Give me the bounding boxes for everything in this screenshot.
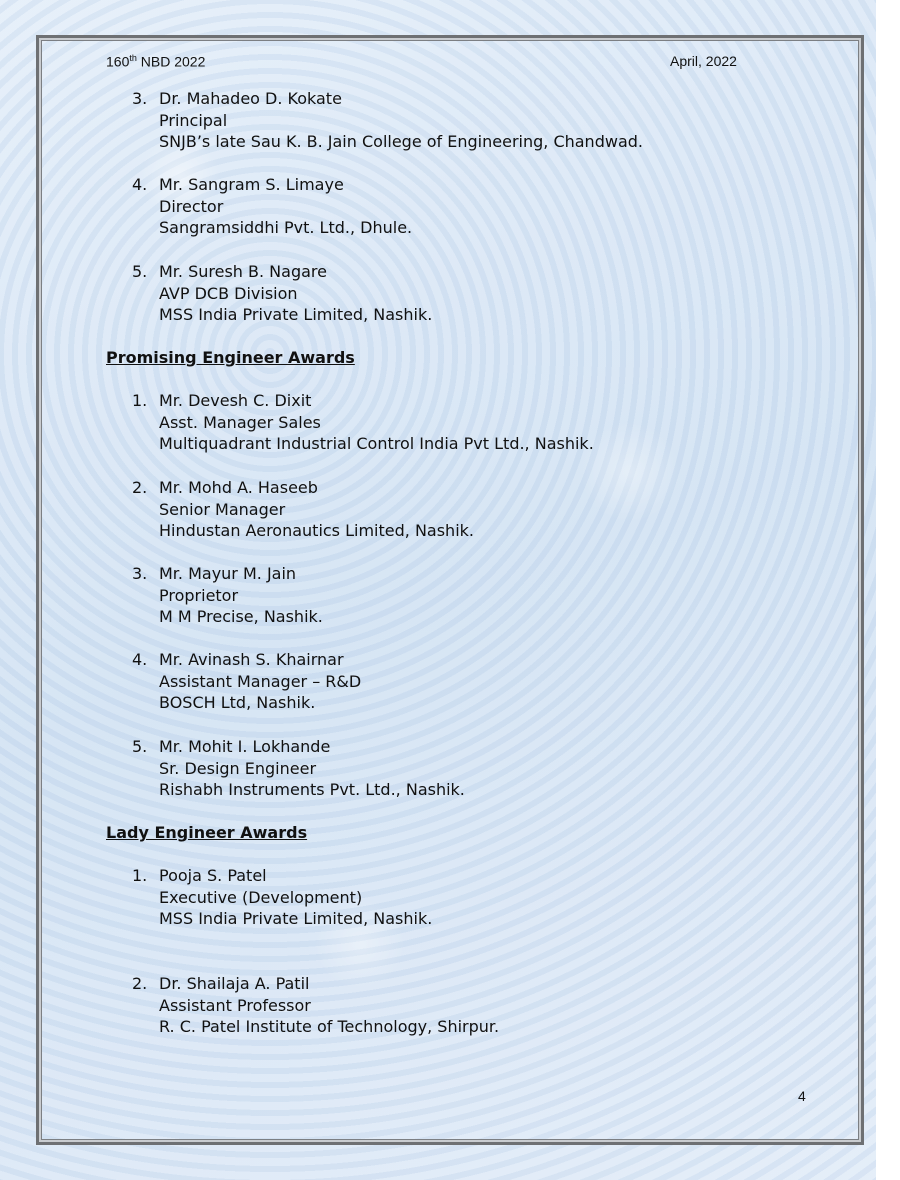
awardee-title: Assistant Professor [159,995,311,1015]
item-number: 3. [132,89,148,108]
awardee-organization: SNJB’s late Sau K. B. Jain College of Engineering, Chandwad. [159,132,643,152]
item-number: 1. [132,391,148,410]
awardee-organization: MSS India Private Limited, Nashik. [159,909,433,929]
awardee-name: Dr. Shailaja A. Patil [159,974,310,993]
page-number: 4 [798,1088,806,1104]
awardee-organization: M M Precise, Nashik. [159,607,323,627]
awardee-name: Pooja S. Patel [159,866,267,885]
awardee-name: Mr. Suresh B. Nagare [159,262,327,281]
awardee-title: Executive (Development) [159,887,363,907]
item-number: 4. [132,650,148,669]
awardee-name: Mr. Devesh C. Dixit [159,391,312,410]
header-date: April, 2022 [670,53,737,69]
item-number: 2. [132,974,148,993]
item-number: 5. [132,262,148,281]
awardee-title: Assistant Manager – R&D [159,671,362,691]
item-number: 4. [132,175,148,194]
awardee-organization: BOSCH Ltd, Nashik. [159,693,316,713]
awardee-organization: MSS India Private Limited, Nashik. [159,305,433,325]
awardee-organization: Hindustan Aeronautics Limited, Nashik. [159,521,474,541]
awardee-title: Sr. Design Engineer [159,758,317,778]
awardee-name: Mr. Mohd A. Haseeb [159,478,318,497]
awardee-title: Principal [159,110,228,130]
awardee-name: Dr. Mahadeo D. Kokate [159,89,342,108]
item-number: 1. [132,866,148,885]
awardee-name: Mr. Mohit I. Lokhande [159,737,331,756]
section-heading-promising: Promising Engineer Awards [106,348,355,367]
item-number: 5. [132,737,148,756]
header-event-label: 160th NBD 2022 [106,53,206,70]
awardee-organization: R. C. Patel Institute of Technology, Shirpur. [159,1017,500,1037]
page-margin-strip [876,0,900,1180]
awardee-name: Mr. Avinash S. Khairnar [159,650,344,669]
awardee-title: Senior Manager [159,499,286,519]
awardee-title: AVP DCB Division [159,283,298,303]
awardee-name: Mr. Sangram S. Limaye [159,175,344,194]
awardee-title: Asst. Manager Sales [159,412,321,432]
item-number: 2. [132,478,148,497]
awardee-organization: Sangramsiddhi Pvt. Ltd., Dhule. [159,218,413,238]
awardee-organization: Multiquadrant Industrial Control India Pvt Ltd., Nashik. [159,434,594,454]
item-number: 3. [132,564,148,583]
awardee-title: Proprietor [159,585,239,605]
section-heading-lady: Lady Engineer Awards [106,823,308,842]
awardee-title: Director [159,196,224,216]
awardee-organization: Rishabh Instruments Pvt. Ltd., Nashik. [159,780,465,800]
awardee-name: Mr. Mayur M. Jain [159,564,297,583]
